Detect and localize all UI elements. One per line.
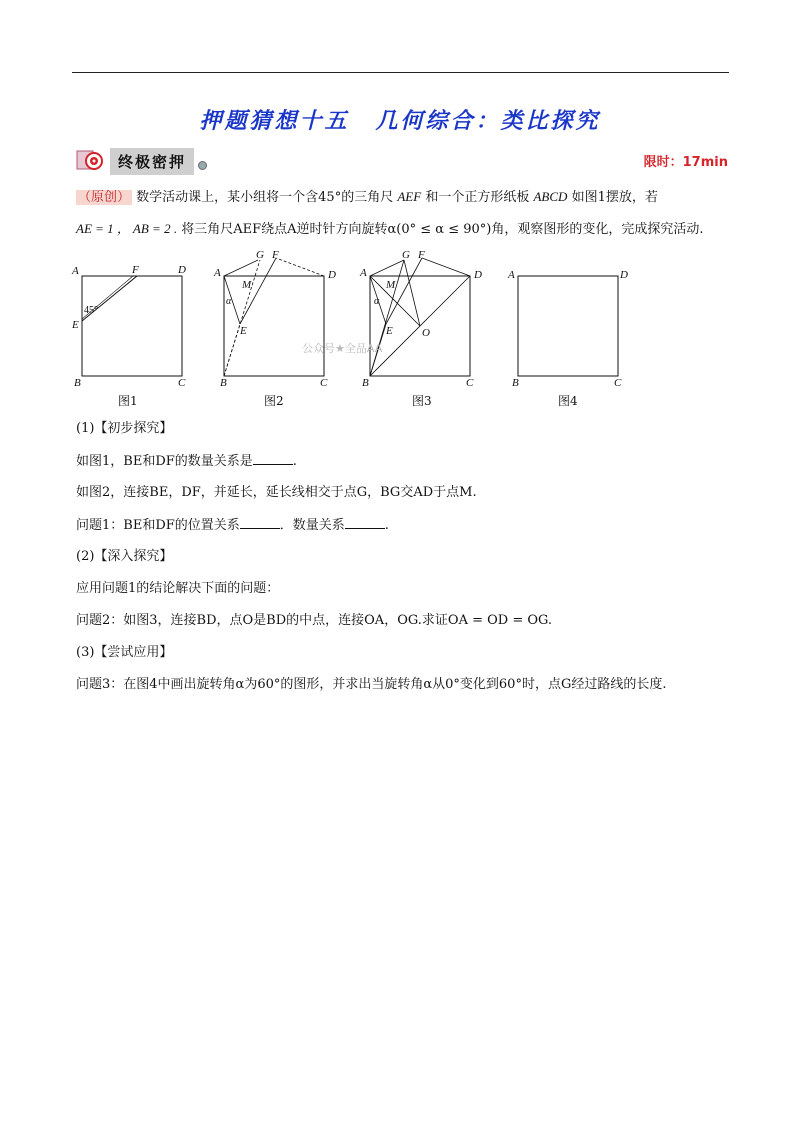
original-tag: （原创）: [78, 190, 131, 205]
target-icon: [76, 148, 106, 174]
figure-3: [358, 249, 498, 392]
section2-problem2: 问题2：如图3，连接BD，点O是BD的中点，连接OA，OG.求证OA = OD = OG.: [76, 613, 553, 628]
label-A: A: [360, 267, 367, 279]
section1-q-fig2: 如图2，连接BE，DF，并延长，延长线相交于点G，BG交AD于点M.: [76, 485, 477, 500]
label-E: E: [240, 325, 247, 337]
label-45: 45°: [84, 305, 98, 316]
label-O: O: [422, 327, 430, 339]
section3-problem3: 问题3：在图4中画出旋转角α为60°的图形，并求出当旋转角α从0°变化到60°时，点G经过路线的长度.: [76, 677, 667, 692]
label-F: F: [418, 249, 425, 261]
label-D: D: [620, 269, 628, 281]
label-M: M: [242, 279, 252, 291]
label-B: B: [362, 377, 369, 389]
label-F: F: [132, 264, 139, 276]
answer-blank[interactable]: [345, 516, 385, 529]
label-alpha: α: [374, 296, 380, 307]
label-C: C: [466, 377, 474, 389]
section1-problem1: 问题1：BE和DF的位置关系 ．数量关系 .: [76, 518, 389, 533]
label-C: C: [320, 377, 328, 389]
watermark: 公众号★全品AA: [302, 342, 383, 355]
label-B: B: [220, 377, 227, 389]
label-G: G: [256, 249, 264, 261]
label-B: B: [74, 377, 81, 389]
label-B: B: [512, 377, 519, 389]
top-rule: [72, 72, 729, 73]
label-D: D: [474, 269, 482, 281]
section-banner: [76, 146, 207, 176]
label-G: G: [402, 249, 410, 261]
label-D: D: [328, 269, 336, 281]
label-D: D: [178, 264, 186, 276]
page-title: [0, 104, 800, 135]
banner-dot-icon: [198, 161, 207, 170]
caption-fig3: 图3: [412, 394, 432, 408]
section2-heading: (2)【深入探究】: [76, 549, 173, 564]
label-E: E: [386, 325, 393, 337]
caption-fig4: 图4: [558, 394, 578, 408]
time-limit: 限时：17min: [643, 155, 728, 170]
section1-heading: (1)【初步探究】: [76, 421, 173, 436]
caption-fig1: 图1: [118, 394, 138, 408]
problem-line-2: AE = 1 ， AB = 2 . 将三角尺AEF绕点A逆时针方向旋转α(0° ≤ α ≤ 90°)角，观察图形的变化，完成探究活动.: [76, 221, 704, 237]
section3-heading: (3)【尝试应用】: [76, 645, 173, 660]
label-M: M: [386, 279, 396, 291]
label-F: F: [272, 249, 279, 261]
label-C: C: [178, 377, 186, 389]
banner-label: 终极密押: [110, 148, 194, 175]
title-part1: 押题猜想十五: [199, 109, 350, 134]
title-part2: 几何综合：类比探究: [375, 109, 601, 134]
label-C: C: [614, 377, 622, 389]
problem-line-1: （原创） 数学活动课上，某小组将一个含45°的三角尺 AEF 和一个正方形纸板 ABCD 如图1摆放，若: [78, 189, 658, 205]
label-A: A: [214, 267, 221, 279]
answer-blank[interactable]: [240, 516, 280, 529]
section2-intro: 应用问题1的结论解决下面的问题：: [76, 581, 280, 596]
figure-1: [70, 262, 200, 392]
label-alpha: α: [226, 296, 232, 307]
answer-blank[interactable]: [253, 452, 293, 465]
label-A: A: [508, 269, 515, 281]
label-A: A: [72, 265, 79, 277]
figure-2: [212, 249, 342, 392]
figure-4: [506, 262, 636, 392]
caption-fig2: 图2: [264, 394, 284, 408]
section1-q-fig1: 如图1，BE和DF的数量关系是 .: [76, 454, 297, 469]
label-E: E: [72, 319, 79, 331]
